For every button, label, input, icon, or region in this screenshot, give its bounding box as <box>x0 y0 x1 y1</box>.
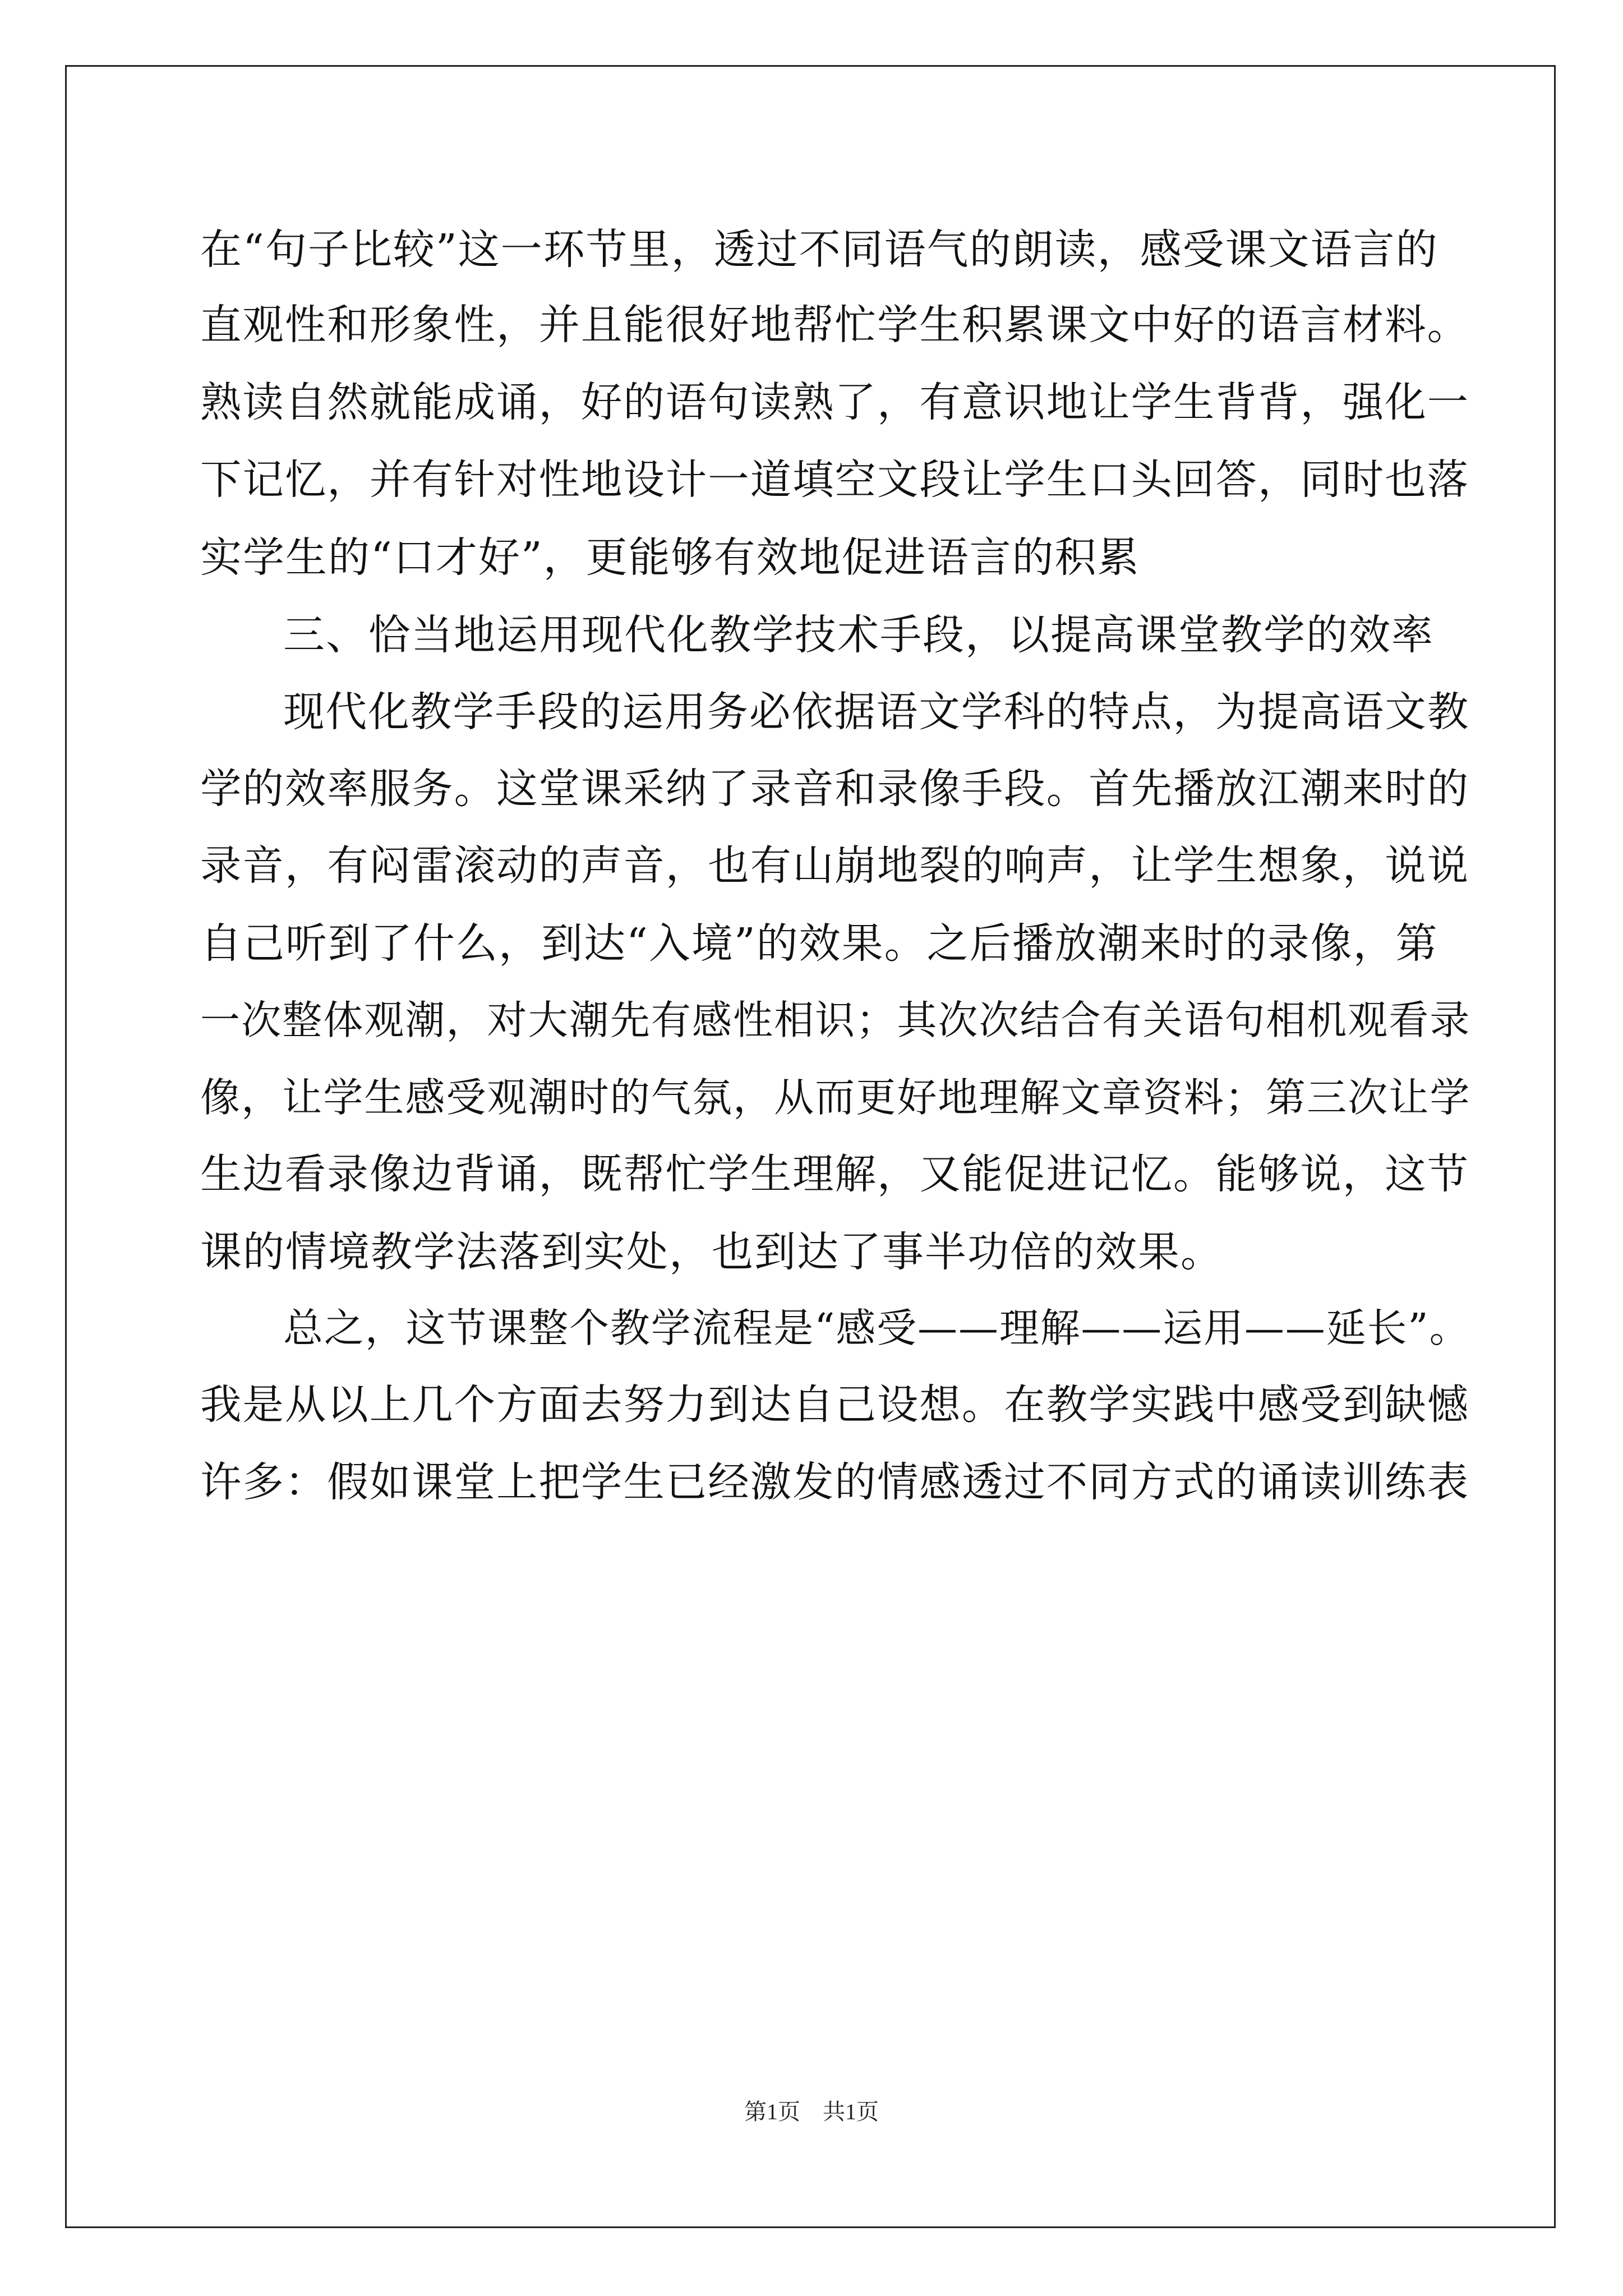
text-line: 学的效率服务。这堂课采纳了录音和录像手段。首先播放江潮来时的 <box>200 765 1470 813</box>
text-line: 像，让学生感受观潮时的气氛，从而更好地理解文章资料；第三次让学 <box>200 1074 1471 1121</box>
text-line: 我是从以上几个方面去努力到达自己设想。在教学实践中感受到缺憾 <box>200 1381 1470 1429</box>
text-line: 生边看录像边背诵，既帮忙学生理解，又能促进记忆。能够说，这节 <box>200 1151 1470 1198</box>
paragraph-start: 现代化教学手段的运用务必依据语文学科的特点，为提高语文教 <box>283 688 1470 736</box>
paragraph-start: 总之，这节课整个教学流程是“感受——理解——运用——延长”。 <box>283 1305 1470 1351</box>
text-line: 自己听到了什么，到达“入境”的效果。之后播放潮来时的录像，第 <box>200 919 1438 968</box>
text-line: 熟读自然就能成诵，好的语句读熟了，有意识地让学生背背，强化一 <box>200 379 1470 426</box>
text-line: 许多：假如课堂上把学生已经激发的情感透过不同方式的诵读训练表 <box>200 1458 1470 1506</box>
text-line: 直观性和形象性，并且能很好地帮忙学生积累课文中好的语言材料。 <box>200 301 1470 349</box>
text-line: 录音，有闷雷滚动的声音，也有山崩地裂的响声，让学生想象，说说 <box>200 842 1470 890</box>
text-line: 在“句子比较”这一环节里，透过不同语气的朗读，感受课文语言的 <box>200 226 1438 274</box>
text-line: 一次整体观潮，对大潮先有感性相识；其次次结合有关语句相机观看录 <box>200 997 1471 1043</box>
text-line: 下记忆，并有针对性地设计一道填空文段让学生口头回答，同时也落 <box>200 456 1470 504</box>
text-line: 实学生的“口才好”，更能够有效地促进语言的积累 <box>200 533 1140 582</box>
text-line: 课的情境教学法落到实处，也到达了事半功倍的效果。 <box>200 1228 1223 1276</box>
section-heading: 三、恰当地运用现代化教学技术手段，以提高课堂教学的效率 <box>283 611 1434 659</box>
page-number-footer: 第1页 共1页 <box>744 2099 879 2124</box>
